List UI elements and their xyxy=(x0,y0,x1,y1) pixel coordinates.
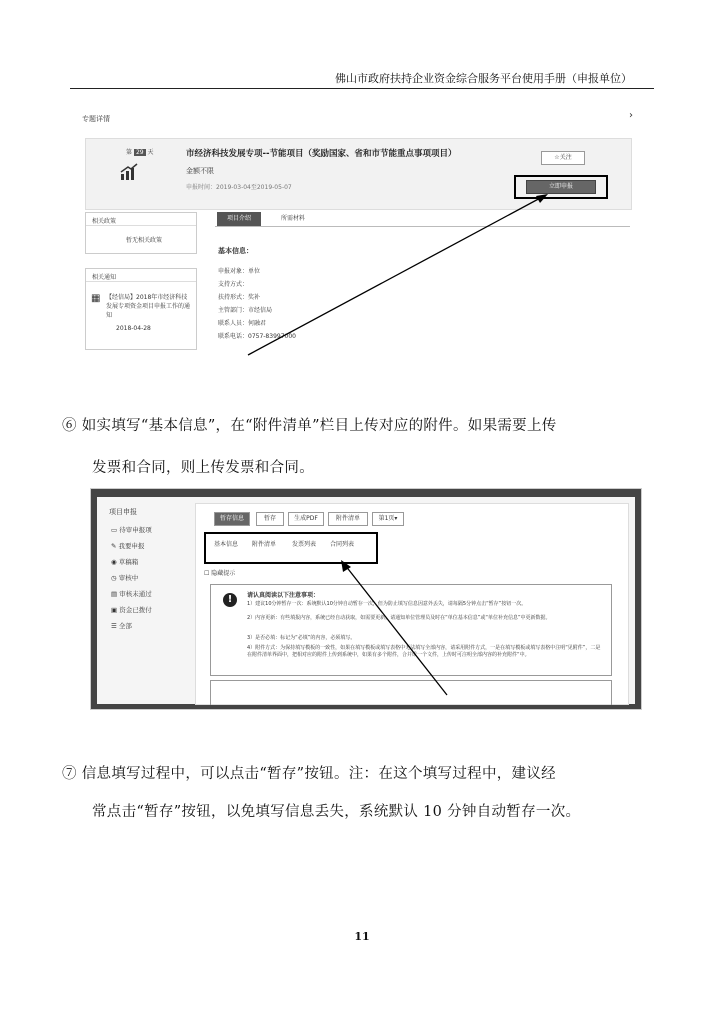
header-divider xyxy=(70,88,654,89)
nav-label: 审核未通过 xyxy=(119,590,152,598)
nav-label: 待审申报项 xyxy=(119,526,152,534)
project-amount: 金额不限 xyxy=(186,167,214,175)
step-6-paragraph xyxy=(62,414,662,435)
step-6-line-1: 如实填写“基本信息”，在“附件清单”栏目上传对应的附件。如果需要上传 xyxy=(81,418,557,434)
related-policy-title: 相关政策 xyxy=(92,218,117,225)
warning-icon: ! xyxy=(223,593,237,607)
chevron-right-icon[interactable]: › xyxy=(629,110,633,121)
temp-save-button[interactable]: 暂存 xyxy=(256,512,284,526)
info-line: 联系人员：何融君 xyxy=(218,320,267,327)
screenshot-application-form xyxy=(90,488,642,710)
tab-invoices[interactable]: 发票列表 xyxy=(292,541,317,548)
basic-info-title: 基本信息： xyxy=(218,247,253,255)
list-icon: ☰ xyxy=(111,622,119,630)
step-7-line-2: 常点击“暂存”按钮，以免填写信息丢失，系统默认 10 分钟自动暂存一次。 xyxy=(92,804,581,820)
nav-label: 我要申报 xyxy=(118,542,145,550)
apply-date-range: 申报时间：2019-03-04至2019-05-07 xyxy=(186,184,292,191)
step-7-marker: ⑦ xyxy=(62,766,77,782)
notice-line: 1）建议10分钟暂存一次：系统默认10分钟自动暂存一次，但为防止填写信息因意外丢失，请每隔5分钟点击“暂存”按钮一次。 xyxy=(247,601,527,607)
attachment-list-button[interactable]: 附件清单 xyxy=(328,512,368,526)
rank-suffix: 天 xyxy=(147,149,154,156)
chevron-down-icon: ▾ xyxy=(394,515,398,522)
arrow-annotation xyxy=(70,100,655,365)
folder-icon: ▭ xyxy=(111,526,120,534)
page-number: 11 xyxy=(354,930,370,943)
step-7-paragraph xyxy=(62,762,662,783)
clock-icon: ◷ xyxy=(111,574,119,582)
tab-required-materials[interactable]: 所需材料 xyxy=(281,215,306,222)
apply-now-button[interactable]: 立即申报 xyxy=(526,180,596,194)
notice-date: 2018-04-28 xyxy=(116,325,151,332)
step-6-marker: ⑥ xyxy=(62,418,77,434)
rank-number: 29 xyxy=(135,149,144,156)
page-select-value: 第1页 xyxy=(378,515,395,522)
save-info-button[interactable]: 暂存信息 xyxy=(214,512,250,526)
info-line: 主管部门：市经信局 xyxy=(218,307,273,314)
notice-heading: 请认真阅读以下注意事项： xyxy=(247,592,320,599)
nav-label: 审核中 xyxy=(118,574,139,582)
checkbox[interactable]: ☐ xyxy=(204,570,212,577)
edit-icon: ✎ xyxy=(111,542,119,550)
tab-contracts[interactable]: 合同列表 xyxy=(330,541,355,548)
screenshot-topic-detail xyxy=(70,100,655,365)
info-line: 支持方式： xyxy=(218,281,249,288)
notice-line: 2）内容更新：有些填报内容，系统已经自动获取，如需要更新，请通知单位管理员及时在“单位基本信息”或“单位补充信息”中更新数据。 xyxy=(247,615,551,621)
arrow-annotation xyxy=(91,489,641,709)
info-line: 扶持形式：奖补 xyxy=(218,294,261,301)
project-title: 市经济科技发展专项--节能项目（奖励国家、省和市节能重点事项项目） xyxy=(186,149,457,159)
info-line: 申报对象：单位 xyxy=(218,268,261,275)
nav-label: 全部 xyxy=(118,622,132,630)
info-line: 联系电话：0757-83997000 xyxy=(218,333,296,340)
nav-label: 资金已拨付 xyxy=(119,606,152,614)
tab-basic-info[interactable]: 基本信息 xyxy=(214,541,239,548)
generate-pdf-button[interactable]: 生成PDF xyxy=(288,512,324,526)
sidebar-title: 项目申报 xyxy=(109,508,137,516)
draft-icon: ◉ xyxy=(111,558,119,566)
follow-label: 关注 xyxy=(559,154,572,161)
no-related-policy-button[interactable]: 暂无相关政策 xyxy=(126,237,163,244)
related-notice-title: 相关通知 xyxy=(92,274,117,281)
tab-project-intro[interactable]: 项目介绍 xyxy=(217,212,261,226)
notice-line: 3）是否必填：标记为“必填”的内容，必须填写。 xyxy=(247,635,356,641)
calendar-icon: ▦ xyxy=(91,293,101,304)
step-6-line-2: 发票和合同，则上传发票和合同。 xyxy=(92,460,314,476)
section-title: 专题详情 xyxy=(82,115,110,123)
step-7-line-1: 信息填写过程中，可以点击“暂存”按钮。注：在这个填写过程中，建议经 xyxy=(81,766,556,782)
notice-line: 4）附件方式：为保持填写模板的一致性，如果在填写模板或填写表格中无法填写全部内容，请采用附件方式，一是在填写模板或填写表格中注明“见附件”，二是在附件清单界面中，把相对应的附件上传到系统中，如果有多个附件，合并成一个文件，上传时可注明全部内容的补充附件“中。 xyxy=(247,645,601,658)
tab-attachments[interactable]: 附件清单 xyxy=(252,541,277,548)
document-icon: ▤ xyxy=(111,590,120,598)
rank-prefix: 第 xyxy=(126,149,133,156)
hide-tips-label: 隐藏提示 xyxy=(211,570,236,577)
nav-label: 草稿箱 xyxy=(118,558,139,566)
notice-link[interactable]: 【经信局】2018年市经济科技发展专项资金项目申报工作的通知 xyxy=(106,294,191,319)
money-icon: ▣ xyxy=(111,606,120,614)
document-header-title: 佛山市政府扶持企业资金综合服务平台使用手册（申报单位） xyxy=(335,72,632,85)
star-icon: ☆ xyxy=(554,154,560,161)
